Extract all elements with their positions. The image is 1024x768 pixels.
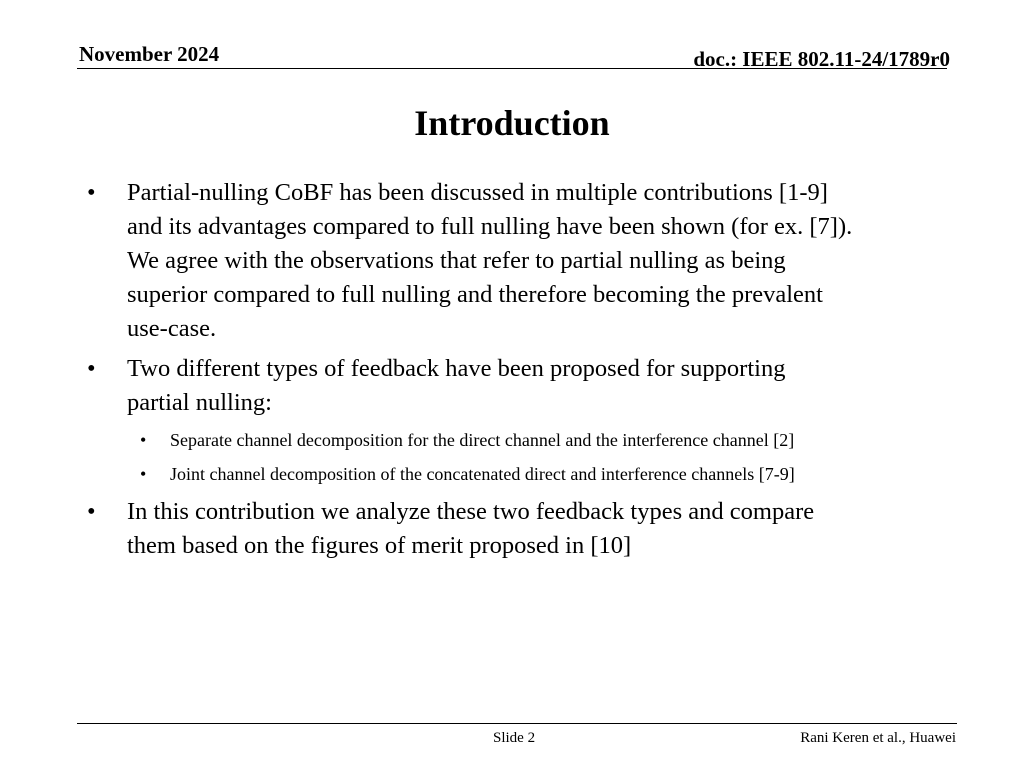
- bullet-item: [85, 352, 985, 420]
- header-doc-id: doc.: IEEE 802.11-24/1789r0: [693, 47, 950, 71]
- slide-title: Introduction: [414, 103, 610, 143]
- sub-bullet-item: [140, 426, 985, 455]
- bullet-marker: •: [87, 498, 96, 525]
- sub-bullet-marker: •: [140, 464, 147, 484]
- footer-rule: [77, 723, 957, 724]
- sub-bullet-text: Joint channel decomposition of the concatenated direct and interference channels [7-9]: [170, 464, 795, 484]
- bullet-text: In this contribution we analyze these two feedback types and compare them based on the figures of merit proposed in [10]: [127, 498, 815, 559]
- bullet-marker: •: [87, 179, 96, 206]
- bullet-text: Partial-nulling CoBF has been discussed in multiple contributions [1-9] and its advantages compared to full nulling have been shown (for ex. [7]). We agree with the observations that refer to partial nulling as being superior compared to full nulling and therefore becoming the prevalent use-case.: [127, 179, 853, 342]
- header-rule: [77, 68, 947, 69]
- slide-content: [85, 176, 985, 569]
- sub-bullet-list: [85, 426, 985, 489]
- header-date: November 2024: [79, 42, 220, 66]
- bullet-item: [85, 176, 985, 346]
- footer-author: Rani Keren et al., Huawei: [800, 730, 956, 746]
- footer-slide-number: Slide 2: [493, 730, 536, 746]
- bullet-item: [85, 495, 985, 563]
- sub-bullet-item: [140, 460, 985, 489]
- bullet-text: Two different types of feedback have been proposed for supporting partial nulling:: [127, 355, 786, 416]
- sub-bullet-marker: •: [140, 430, 147, 450]
- sub-bullet-text: Separate channel decomposition for the direct channel and the interference channel [2]: [170, 430, 795, 450]
- bullet-marker: •: [87, 355, 96, 382]
